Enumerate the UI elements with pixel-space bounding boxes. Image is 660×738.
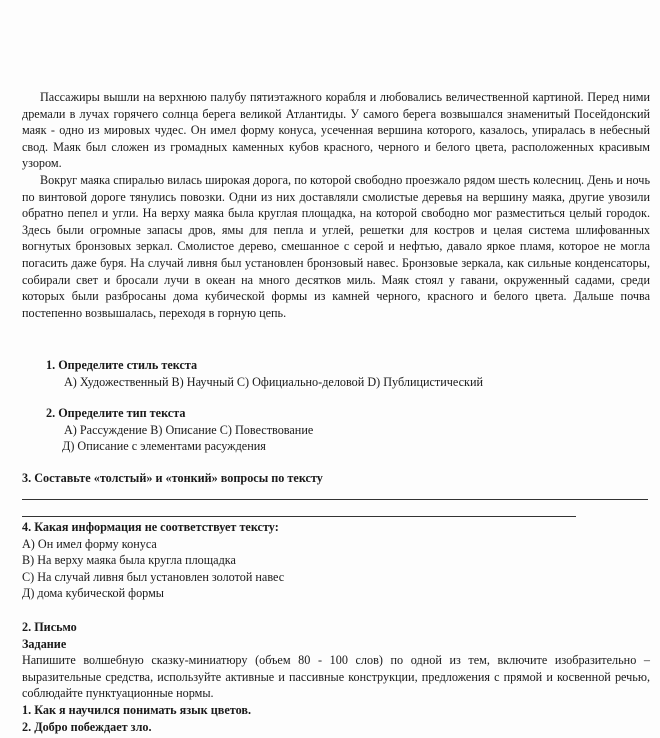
- writing-heading: 2. Письмо: [22, 620, 77, 634]
- question-2: [22, 405, 650, 455]
- passage-paragraph-1: Пассажиры вышли на верхнюю палубу пятиэтажного корабля и любовались величественной картиной. Перед ними дремали в лучах горячего солнца берега великой Атлантиды. У самого берега возвышался знаменитый Посейдонский маяк - одно из мировых чудес. Он имел форму конуса, усеченная вершина которого, казалось, упиралась в небесный свод. Маяк был сложен из громадных каменных кубов красного, черного и белого цвета, расположенных красивым узором.: [22, 90, 650, 171]
- passage-paragraph-2: Вокруг маяка спиралью вилась широкая дорога, по которой свободно проезжало рядом шесть колесниц. День и ночь по винтовой дороге тянулись повозки. Одни из них доставляли смолистые деревья на вершину маяка, другие увозили обратно пепел и угли. На верху маяка была круглая площадка, на которой свободно мог разместиться целый городок. Здесь были огромные запасы дров, ямы для пепла и углей, решетки для костров и целая система шлифованных вогнутых бронзовых зеркал. Смолистое дерево, смешанное с серой и нефтью, давало яркое пламя, которое не могла погасить даже буря. На случай ливня был установлен бронзовый навес. Бронзовые зеркала, как сильные конденсаторы, собирали свет и бросали лучи в океан на много десятков миль. Маяк стоял у гавани, окруженный садами, среди которых были разбросаны дома кубической формы из камней черного, красного и белого цвета. Дальше почва постепенно возвышалась, переходя в горную цепь.: [22, 172, 650, 320]
- question-3-title: 3. Составьте «толстый» и «тонкий» вопросы по тексту: [22, 471, 323, 485]
- question-1-options: А) Художественный В) Научный С) Официально-деловой D) Публицистический: [64, 374, 483, 389]
- question-3: [22, 470, 650, 487]
- question-2-options-line-2: Д) Описание с элементами расуждения: [62, 439, 266, 454]
- question-4-option-b: В) На верху маяка была кругла площадка: [22, 553, 236, 568]
- question-4-option-a: А) Он имел форму конуса: [22, 536, 157, 551]
- writing-section: [22, 619, 650, 735]
- writing-task-text: Напишите волшебную сказку-миниатюру (объем 80 - 100 слов) по одной из тем, включите изобразительно – выразительные средства, используйте активные и пассивные конструкции, предложения с прямой и косвенной речью, соблюдайте пунктуационные нормы.: [22, 653, 650, 701]
- question-4-option-c: С) На случай ливня был установлен золотой навес: [22, 569, 285, 584]
- question-4-option-d: Д) дома кубической формы: [22, 586, 164, 601]
- reading-passage: [22, 89, 650, 321]
- question-2-options-line-1: А) Рассуждение В) Описание С) Повествование: [64, 422, 314, 437]
- question-4-title: 4. Какая информация не соответствует тексту:: [22, 520, 279, 534]
- question-1-title: 1. Определите стиль текста: [46, 358, 198, 372]
- question-1: [22, 357, 650, 390]
- writing-topic-2: 2. Добро побеждает зло.: [22, 719, 152, 734]
- question-4: [22, 519, 650, 602]
- writing-topic-1: 1. Как я научился понимать язык цветов.: [22, 702, 252, 717]
- question-2-title: 2. Определите тип текста: [46, 406, 186, 420]
- writing-task-label: Задание: [22, 636, 67, 651]
- answer-line-2: [22, 516, 576, 517]
- answer-line-1: [22, 499, 648, 500]
